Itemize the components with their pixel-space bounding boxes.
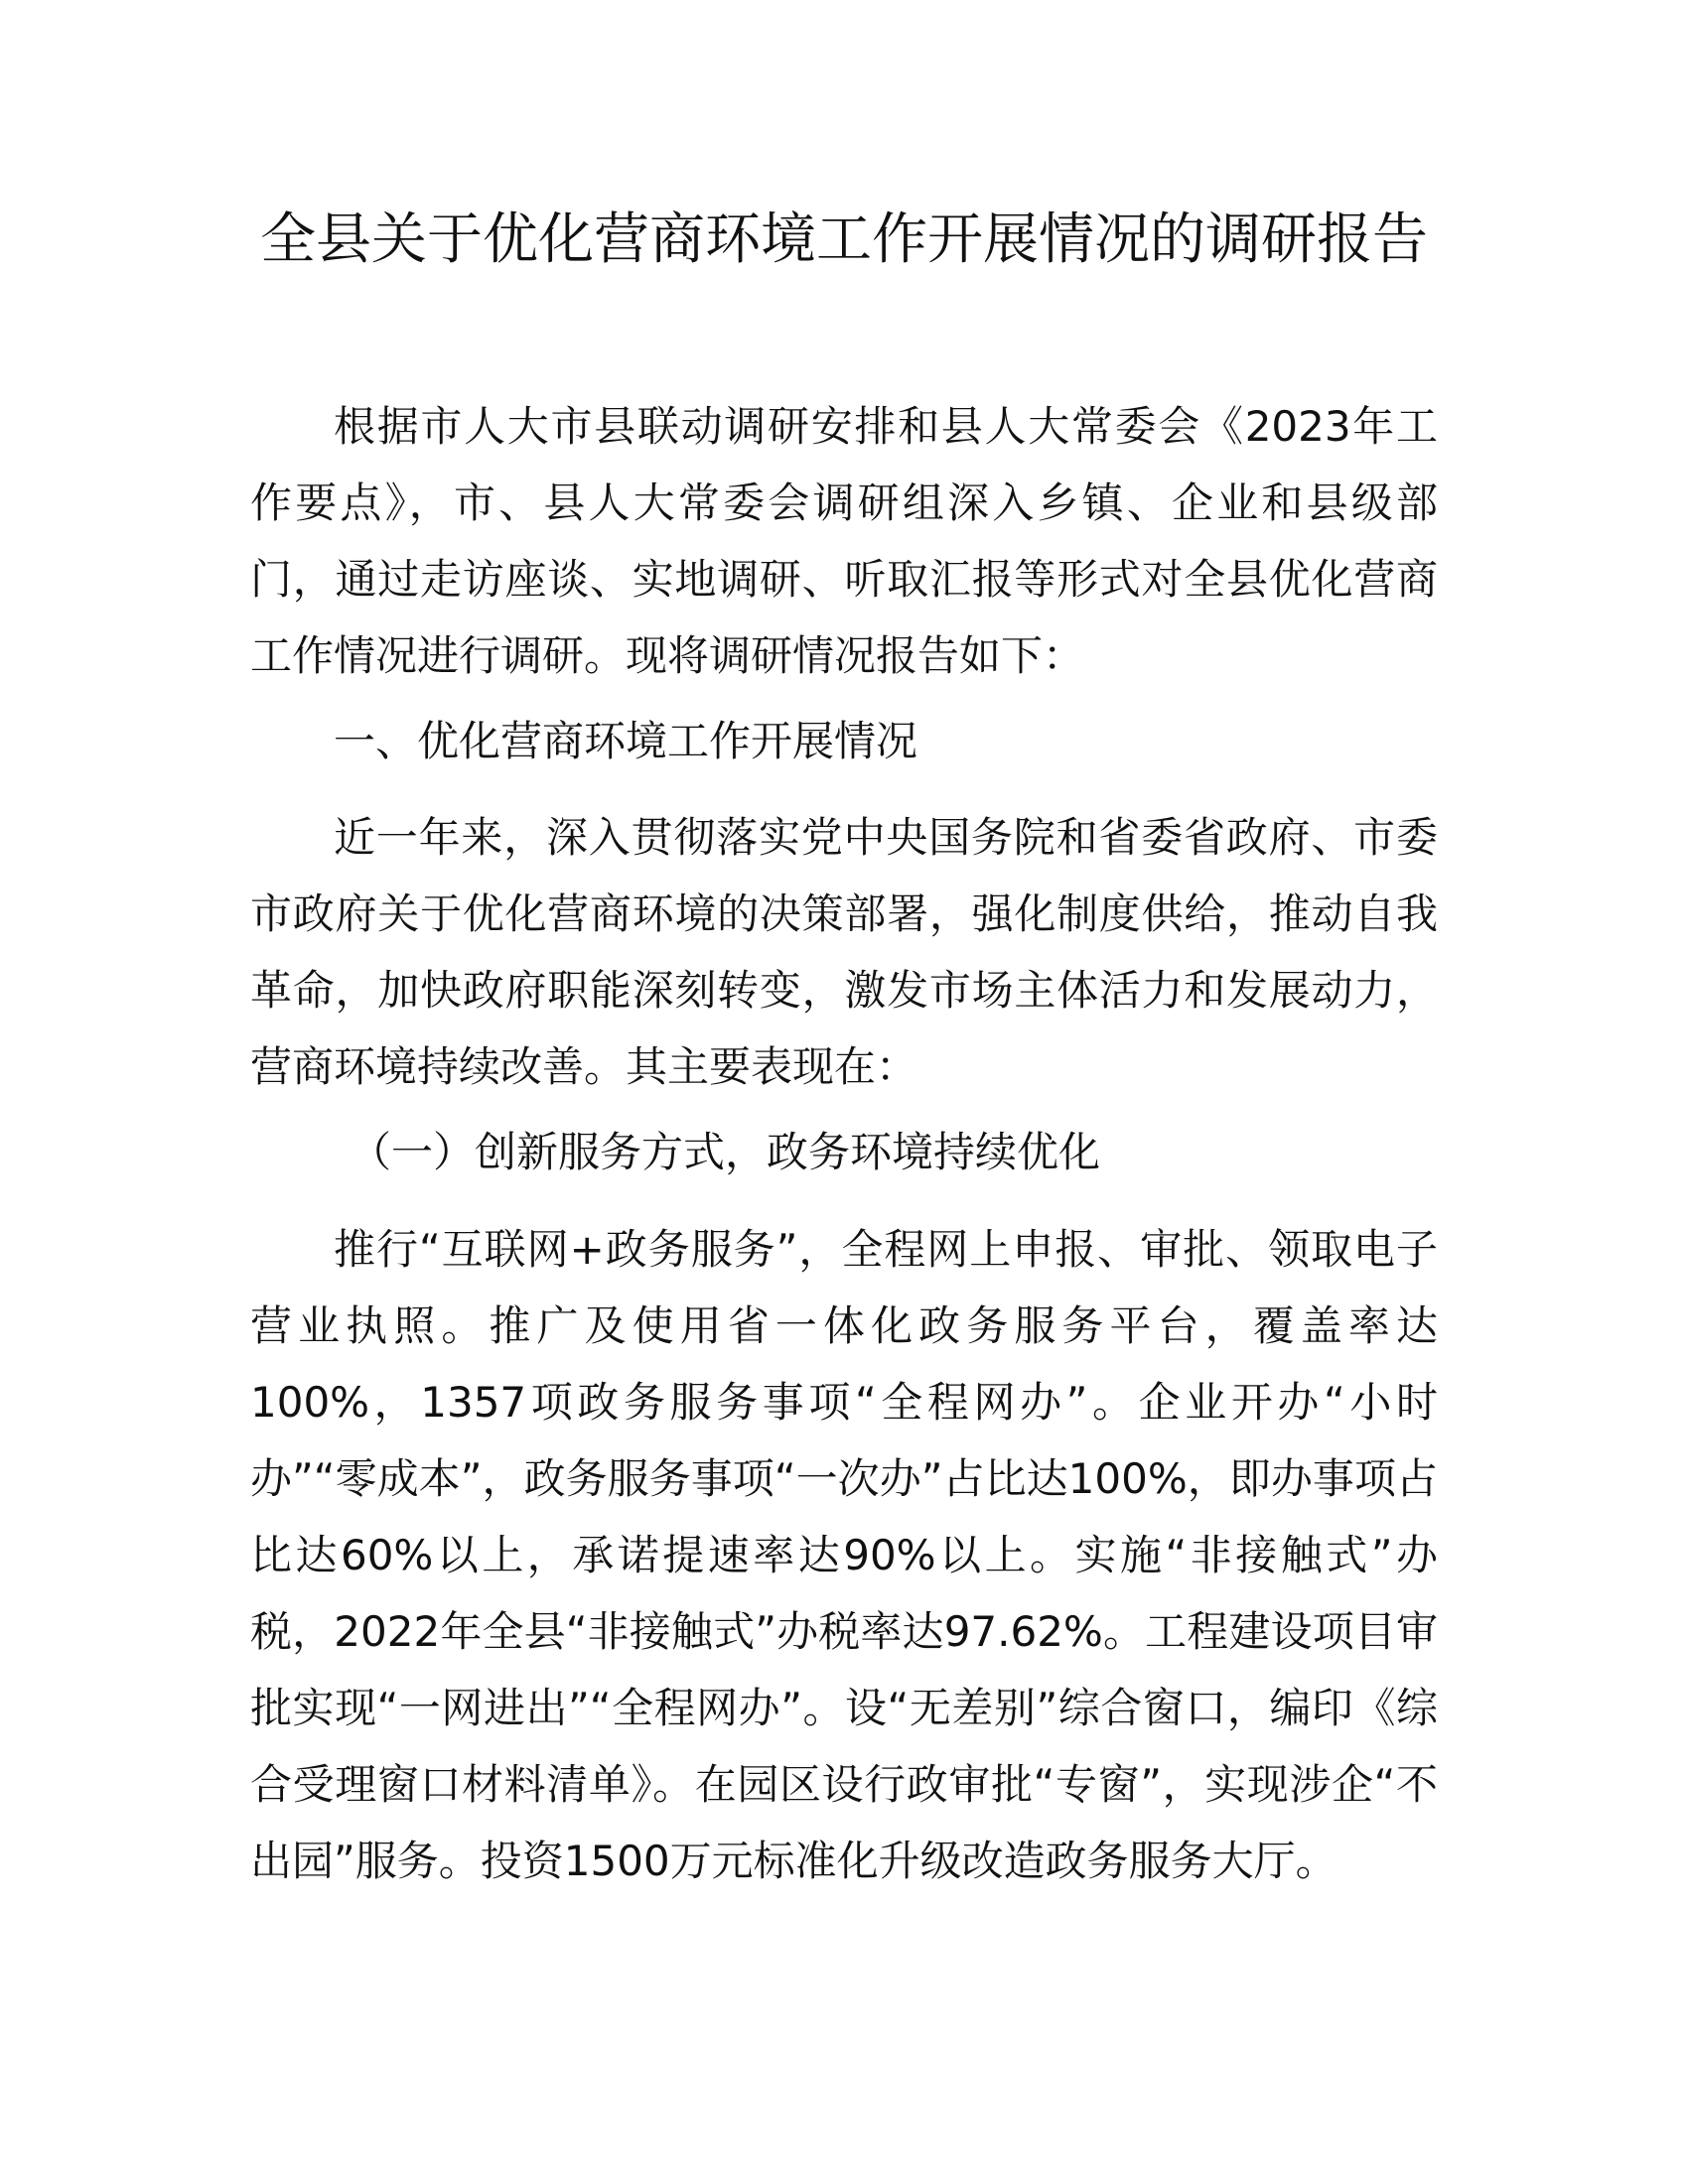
document-title: 全县关于优化营商环境工作开展情况的调研报告	[260, 207, 1428, 272]
subsection-paragraph: 推行“互联网+政务服务”，全程网上申报、审批、领取电子营业执照。推广及使用省一体化政务服务平台，覆盖率达100%，1357项政务服务事项“全程网办”。企业开办“小时办”“零成本”，政务服务事项“一次办”占比达100%，即办事项占比达60%以上，承诺提速率达90%以上。实施“非接触式”办税，2022年全县“非接触式”办税率达97.62%。工程建设项目审批实现“一网进出”“全程网办”。设“无差别”综合窗口，编印《综合受理窗口材料清单》。在园区设行政审批“专窗”，实现涉企“不出园”服务。投资1500万元标准化升级改造政务服务大厅。	[250, 1225, 1438, 1885]
subsection-heading: （一）创新服务方式，政务环境持续优化	[350, 1128, 1101, 1176]
section-heading: 一、优化营商环境工作开展情况	[334, 717, 918, 765]
section-paragraph: 近一年来，深入贯彻落实党中央国务院和省委省政府、市委市政府关于优化营商环境的决策部署，强化制度供给，推动自我革命，加快政府职能深刻转变，激发市场主体活力和发展动力，营商环境持续改善。其主要表现在：	[250, 813, 1438, 1091]
intro-paragraph: 根据市人大市县联动调研安排和县人大常委会《2023年工作要点》，市、县人大常委会调研组深入乡镇、企业和县级部门，通过走访座谈、实地调研、听取汇报等形式对全县优化营商工作情况进行调研。现将调研情况报告如下：	[250, 402, 1438, 680]
